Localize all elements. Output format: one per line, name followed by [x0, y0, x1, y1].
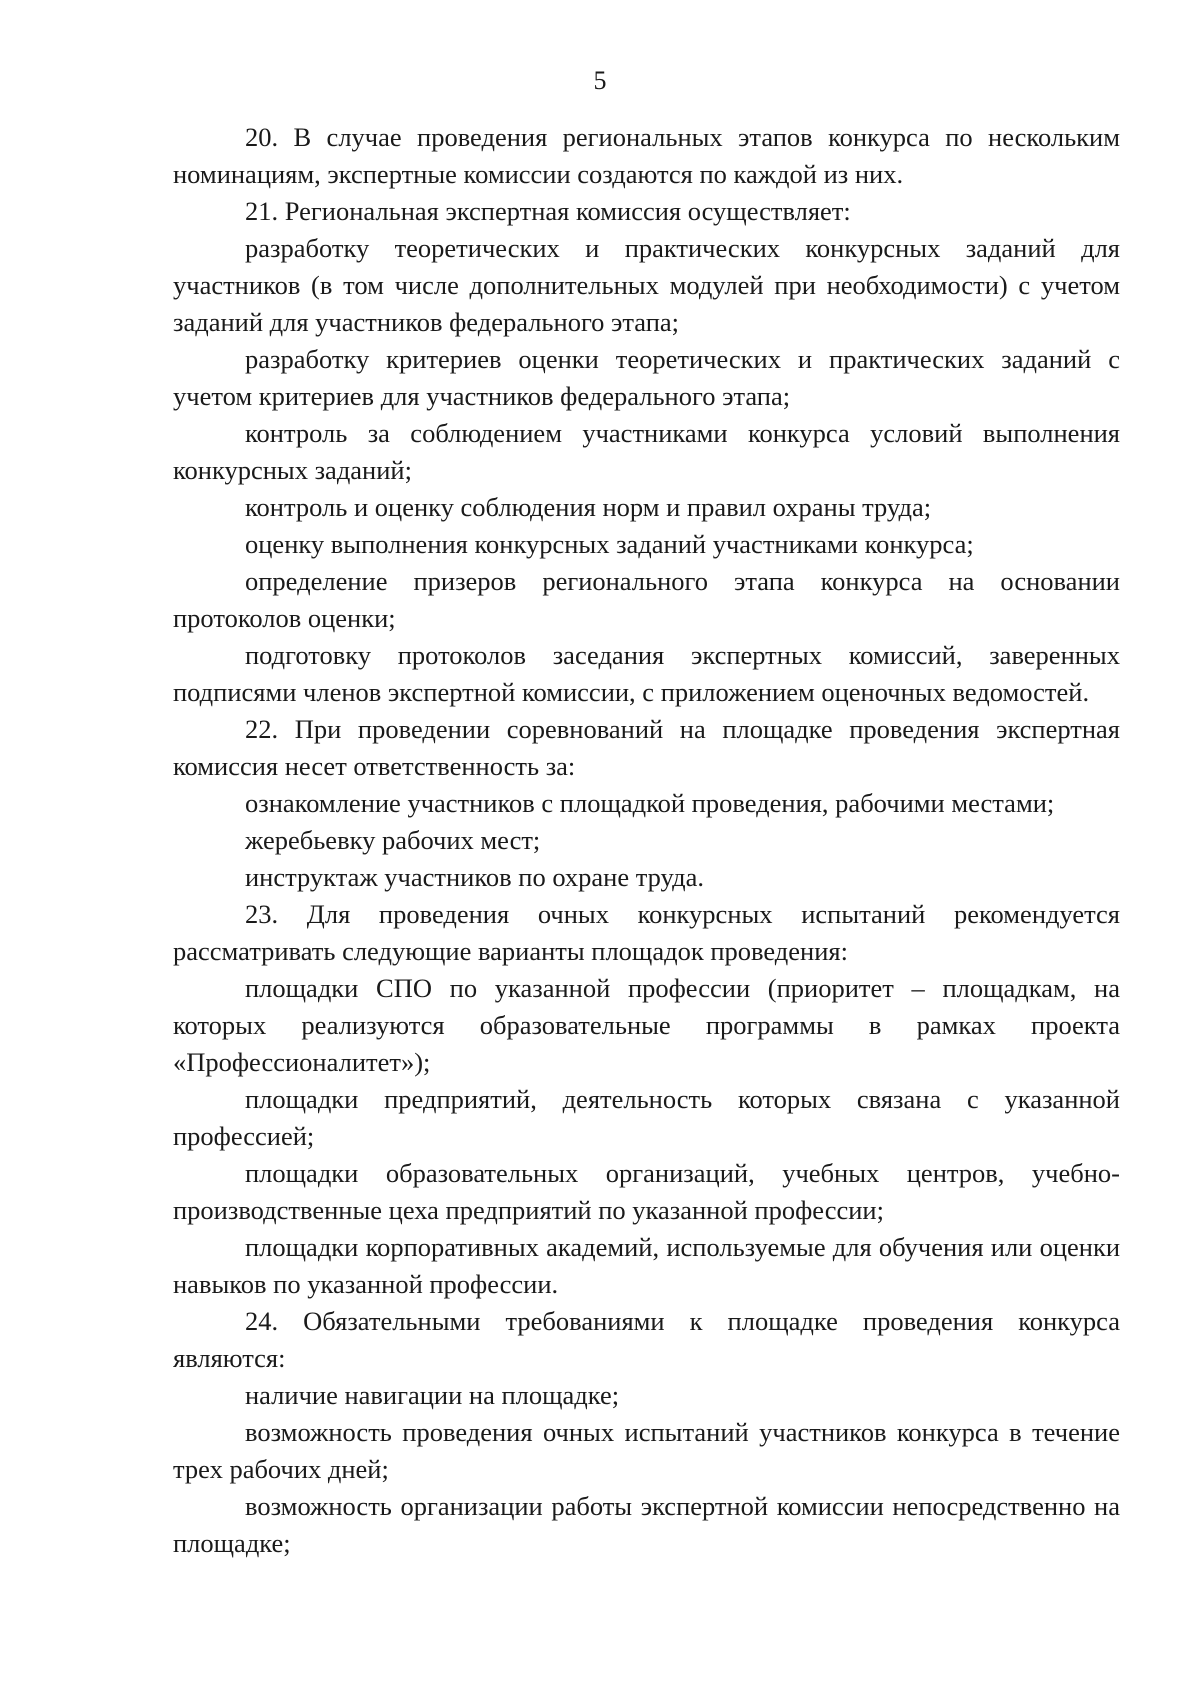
list-item: ознакомление участников с площадкой проведения, рабочими местами; [245, 788, 1055, 818]
paragraph-24: 24. Обязательными требованиями к площадке проведения конкурса являются: [173, 1306, 1120, 1373]
list-item: площадки корпоративных академий, используемые для обучения или оценки навыков по указанной профессии. [173, 1232, 1120, 1299]
paragraph-20: 20. В случае проведения региональных этапов конкурса по нескольким номинациям, экспертные комиссии создаются по каждой из них. [173, 122, 1120, 189]
page-number: 5 [593, 66, 607, 95]
list-item: площадки образовательных организаций, учебных центров, учебно-производственные цеха предприятий по указанной профессии; [173, 1158, 1120, 1225]
list-item: подготовку протоколов заседания экспертных комиссий, заверенных подписями членов экспертной комиссии, с приложением оценочных ведомостей. [173, 640, 1120, 707]
paragraph-21: 21. Региональная экспертная комиссия осуществляет: [245, 196, 851, 226]
list-item: площадки СПО по указанной профессии (приоритет – площадкам, на которых реализуются образовательные программы в рамках проекта «Профессионалитет»); [173, 973, 1120, 1077]
list-item: наличие навигации на площадке; [245, 1380, 620, 1410]
list-item: инструктаж участников по охране труда. [245, 862, 705, 892]
list-item: возможность проведения очных испытаний участников конкурса в течение трех рабочих дней; [173, 1417, 1120, 1484]
list-item: жеребьевку рабочих мест; [245, 825, 541, 855]
document-body [173, 119, 1120, 1562]
list-item: контроль и оценку соблюдения норм и правил охраны труда; [245, 492, 932, 522]
list-item: разработку теоретических и практических конкурсных заданий для участников (в том числе дополнительных модулей при необходимости) с учетом заданий для участников федерального этапа; [173, 233, 1120, 337]
paragraph-23: 23. Для проведения очных конкурсных испытаний рекомендуется рассматривать следующие варианты площадок проведения: [173, 899, 1120, 966]
list-item: определение призеров регионального этапа конкурса на основании протоколов оценки; [173, 566, 1120, 633]
paragraph-22: 22. При проведении соревнований на площадке проведения экспертная комиссия несет ответственность за: [173, 714, 1120, 781]
list-item: оценку выполнения конкурсных заданий участниками конкурса; [245, 529, 974, 559]
list-item: контроль за соблюдением участниками конкурса условий выполнения конкурсных заданий; [173, 418, 1120, 485]
list-item: площадки предприятий, деятельность которых связана с указанной профессией; [173, 1084, 1120, 1151]
list-item: разработку критериев оценки теоретических и практических заданий с учетом критериев для участников федерального этапа; [173, 344, 1120, 411]
list-item: возможность организации работы экспертной комиссии непосредственно на площадке; [173, 1491, 1120, 1558]
